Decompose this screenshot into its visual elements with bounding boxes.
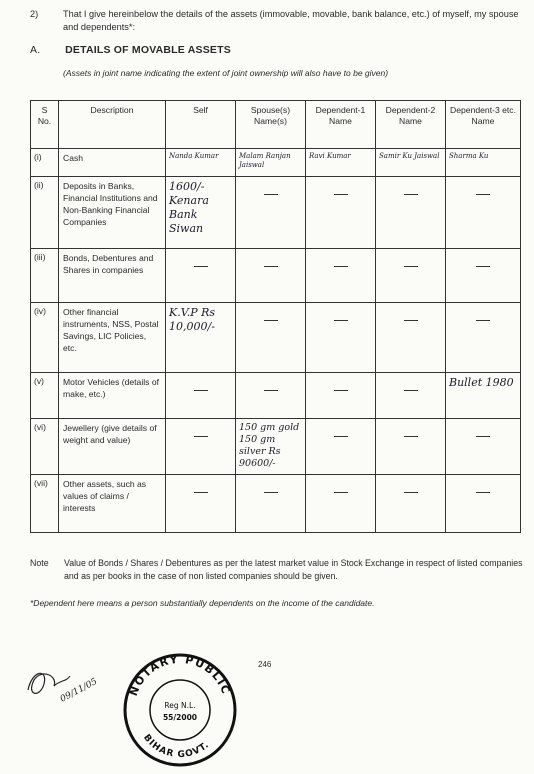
cell-self: [166, 419, 236, 475]
dash-mark: [194, 266, 208, 267]
cell-self: [166, 475, 236, 533]
cell-self: [166, 249, 236, 303]
table-row: [31, 303, 521, 373]
table-row: [31, 419, 521, 475]
cell-dep1: [306, 249, 376, 303]
cell-dep2: [376, 373, 446, 419]
cell-self: 1600/- Kenara Bank Siwan: [166, 177, 236, 249]
cell-dep1: [306, 177, 376, 249]
cell-dep2: [376, 419, 446, 475]
intro-text: That I give hereinbelow the details of the assets (immovable, movable, bank balance, etc.) of myself, my spouse and dependents*:: [63, 9, 519, 32]
dash-mark: [334, 492, 348, 493]
signature-mark: [20, 650, 130, 710]
cell-self: [166, 373, 236, 419]
table-header-row: [31, 101, 521, 149]
row-description: Bonds, Debentures and Shares in companies: [59, 249, 166, 303]
dash-mark: [476, 320, 490, 321]
dash-mark: [194, 436, 208, 437]
table-row: [31, 249, 521, 303]
cell-spouse: [236, 475, 306, 533]
cell-dep2: [376, 249, 446, 303]
row-sno: (vii): [31, 475, 59, 533]
dash-mark: [476, 492, 490, 493]
row-description: Cash: [59, 149, 166, 177]
cell-dep1: [306, 475, 376, 533]
cell-dep3: [446, 177, 521, 249]
header-dep3: [446, 101, 521, 149]
cell-dep3: [446, 149, 521, 177]
cell-self: K.V.P Rs 10,000/-: [166, 303, 236, 373]
seal-top-text: NOTARY PUBLIC: [126, 652, 233, 698]
dash-mark: [404, 436, 418, 437]
cell-dep3: [446, 475, 521, 533]
dash-mark: [334, 266, 348, 267]
cell-dep3: [446, 419, 521, 475]
dash-mark: [476, 436, 490, 437]
cell-dep1: [306, 303, 376, 373]
cell-dep3: [446, 303, 521, 373]
cell-spouse: [236, 149, 306, 177]
movable-assets-table: [30, 100, 521, 533]
handwritten-name-dep3: Sharma Ku: [449, 152, 489, 160]
handwritten-name-spouse: Malam Ranjan Jaiswal: [239, 152, 291, 169]
dash-mark: [404, 194, 418, 195]
handwritten-name-dep1: Ravi Kumar: [309, 152, 351, 160]
row-description: Other assets, such as values of claims / interests: [59, 475, 166, 533]
row-description: Other financial instruments, NSS, Postal Savings, LIC Policies, etc.: [59, 303, 166, 373]
row-sno: (vi): [31, 419, 59, 475]
dash-mark: [404, 266, 418, 267]
header-self-label: Self: [193, 105, 208, 115]
cell-dep1: [306, 149, 376, 177]
section-subnote: (Assets in joint name indicating the extent of joint ownership will also have to be given): [63, 68, 389, 78]
dash-mark: [264, 390, 278, 391]
table-row: [31, 177, 521, 249]
dash-mark: [194, 390, 208, 391]
cell-dep3: Bullet 1980: [446, 373, 521, 419]
dash-mark: [404, 492, 418, 493]
row-description: Jewellery (give details of weight and value): [59, 419, 166, 475]
cell-dep2: [376, 177, 446, 249]
page-number: 246: [258, 660, 272, 669]
table-row: [31, 149, 521, 177]
dash-mark: [194, 492, 208, 493]
dash-mark: [334, 390, 348, 391]
dash-mark: [476, 194, 490, 195]
section-heading: [30, 44, 231, 56]
signature-date: 09/11/05: [58, 676, 100, 705]
dash-mark: [334, 320, 348, 321]
row-sno: (i): [31, 149, 59, 177]
note-label: Note: [30, 558, 49, 568]
cell-dep3: [446, 249, 521, 303]
note-text: Value of Bonds / Shares / Debentures as per the latest market value in Stock Exchange in respect of listed companies and as per books in the case of non listed companies should be given.: [64, 558, 523, 581]
header-sno: S No.: [31, 101, 59, 149]
row-description: Motor Vehicles (details of make, etc.): [59, 373, 166, 419]
row-sno: (v): [31, 373, 59, 419]
dash-mark: [404, 320, 418, 321]
cell-self: [166, 149, 236, 177]
row-sno: (iv): [31, 303, 59, 373]
handwritten-name-dep2: Samir Ku Jaiswal: [379, 152, 440, 160]
cell-dep2: [376, 149, 446, 177]
cell-dep1: [306, 373, 376, 419]
dash-mark: [334, 436, 348, 437]
cell-spouse: [236, 177, 306, 249]
dash-mark: [264, 320, 278, 321]
header-dep1-label: Dependent-1 Name: [315, 105, 366, 126]
cell-dep2: [376, 303, 446, 373]
row-sno: (ii): [31, 177, 59, 249]
header-dep1: [306, 101, 376, 149]
dash-mark: [476, 266, 490, 267]
header-spouse-label: Spouse(s) Name(s): [250, 105, 291, 126]
intro-number: 2): [30, 9, 39, 19]
table-row: [31, 373, 521, 419]
section-letter: A.: [30, 44, 41, 56]
dash-mark: [334, 194, 348, 195]
dash-mark: [264, 492, 278, 493]
dash-mark: [404, 390, 418, 391]
header-self: [166, 101, 236, 149]
cell-spouse: [236, 303, 306, 373]
cell-spouse: [236, 373, 306, 419]
cell-dep2: [376, 475, 446, 533]
seal-reg-number: 55/2000: [162, 713, 198, 722]
header-spouse: [236, 101, 306, 149]
section-title: DETAILS OF MOVABLE ASSETS: [65, 44, 231, 56]
notary-seal: [115, 648, 245, 768]
header-dep2-label: Dependent-2 Name: [385, 105, 436, 126]
row-description: Deposits in Banks, Financial Institutions and Non-Banking Financial Companies: [59, 177, 166, 249]
header-dep3-label: Dependent-3 etc. Name: [450, 105, 516, 126]
header-description: Description: [59, 101, 166, 149]
seal-bottom-text: BIHAR GOVT.: [141, 732, 212, 761]
dash-mark: [264, 194, 278, 195]
cell-spouse: 150 gm gold 150 gm silver Rs 90600/-: [236, 419, 306, 475]
cell-dep1: [306, 419, 376, 475]
cell-spouse: [236, 249, 306, 303]
dependent-footnote: *Dependent here means a person substantially dependents on the income of the candidate.: [30, 598, 375, 608]
header-dep2: [376, 101, 446, 149]
seal-reg-label: Reg N.L.: [164, 701, 196, 710]
table-row: [31, 475, 521, 533]
row-sno: (iii): [31, 249, 59, 303]
dash-mark: [264, 266, 278, 267]
handwritten-name-self: Nanda Kumar: [169, 152, 219, 160]
